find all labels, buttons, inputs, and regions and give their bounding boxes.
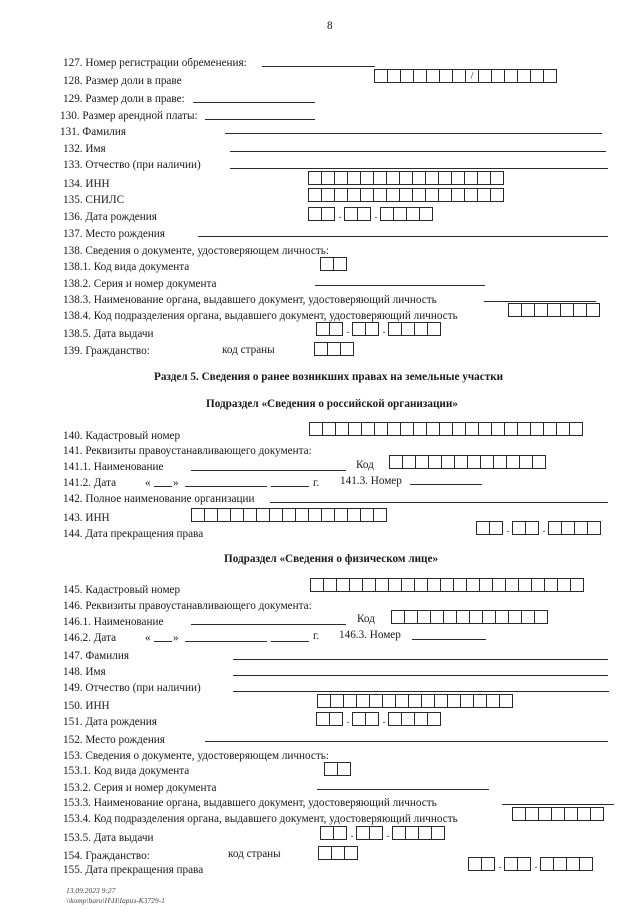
label-127: 127. Номер регистрации обременения:	[63, 57, 247, 69]
label-137: 137. Место рождения	[63, 228, 165, 240]
field-138-2[interactable]	[315, 285, 485, 286]
date-dot: .	[374, 209, 378, 221]
subsection-person-heading: Подраздел «Сведения о физическом лице»	[224, 553, 439, 565]
date-153-5[interactable]	[320, 825, 445, 840]
cells-140[interactable]	[309, 421, 583, 436]
cells-138-1[interactable]	[320, 256, 347, 271]
label-141-1: 141.1. Наименование	[63, 461, 164, 473]
date-136[interactable]	[308, 206, 433, 221]
cells-150[interactable]	[317, 693, 513, 708]
label-154-code: код страны	[228, 848, 281, 860]
cells-154[interactable]	[318, 845, 358, 860]
field-141-2-day[interactable]	[154, 486, 172, 487]
field-129[interactable]	[193, 102, 315, 103]
label-144: 144. Дата прекращения права	[63, 528, 204, 540]
field-147[interactable]	[233, 659, 608, 660]
field-146-2-month[interactable]	[185, 641, 267, 642]
field-146-1[interactable]	[191, 624, 346, 625]
date-dot: .	[506, 523, 510, 535]
date-dot: .	[346, 324, 350, 336]
cells-145[interactable]	[310, 577, 584, 592]
date-dot: .	[386, 828, 390, 840]
label-148: 148. Имя	[63, 666, 106, 678]
label-153-5: 153.5. Дата выдачи	[63, 832, 154, 844]
cells-141-code[interactable]	[389, 454, 546, 469]
label-140: 140. Кадастровый номер	[63, 430, 181, 442]
date-144[interactable]	[476, 520, 601, 535]
label-153-2: 153.2. Серия и номер документа	[63, 782, 217, 794]
label-141-2: 141.2. Дата	[63, 477, 117, 489]
share-slash: /	[465, 69, 479, 83]
date-dot: .	[498, 859, 502, 871]
label-139: 139. Гражданство:	[63, 345, 150, 357]
year-suffix: г.	[313, 630, 320, 642]
date-dot: .	[382, 714, 386, 726]
date-151[interactable]	[316, 711, 441, 726]
field-141-2-month[interactable]	[185, 486, 267, 487]
label-153-1: 153.1. Код вида документа	[63, 765, 190, 777]
field-137[interactable]	[198, 236, 608, 237]
label-141: 141. Реквизиты правоустанавливающего документа:	[63, 445, 312, 457]
field-146-2-day[interactable]	[154, 641, 172, 642]
cells-143[interactable]	[191, 507, 387, 522]
field-146-3[interactable]	[412, 639, 486, 640]
label-138: 138. Сведения о документе, удостоверяющем личность:	[63, 245, 329, 257]
label-153-4: 153.4. Код подразделения органа, выдавшего документ, удостоверяющий личность	[63, 813, 458, 825]
cells-139[interactable]	[314, 341, 354, 356]
cells-153-1[interactable]	[324, 761, 351, 776]
field-146-2-year[interactable]	[271, 641, 309, 642]
label-154: 154. Гражданство:	[63, 850, 150, 862]
date-dot: .	[350, 828, 354, 840]
label-131: 131. Фамилия	[60, 126, 126, 138]
label-142: 142. Полное наименование организации	[63, 493, 255, 505]
label-138-4: 138.4. Код подразделения органа, выдавшего документ, удостоверяющий личность	[63, 310, 458, 322]
field-141-1[interactable]	[191, 470, 346, 471]
label-153-3: 153.3. Наименование органа, выдавшего документ, удостоверяющий личность	[63, 797, 437, 809]
field-153-3[interactable]	[502, 804, 614, 805]
field-132[interactable]	[230, 151, 606, 152]
label-139-code: код страны	[222, 344, 275, 356]
field-133[interactable]	[230, 168, 608, 169]
field-149[interactable]	[233, 691, 609, 692]
label-133: 133. Отчество (при наличии)	[63, 159, 201, 171]
cells-134[interactable]	[308, 170, 504, 185]
label-147: 147. Фамилия	[63, 650, 129, 662]
year-suffix: г.	[313, 477, 320, 489]
label-149: 149. Отчество (при наличии)	[63, 682, 201, 694]
cells-128[interactable]	[374, 68, 557, 83]
quote-open: «	[145, 632, 151, 644]
label-130: 130. Размер арендной платы:	[60, 110, 198, 122]
label-143: 143. ИНН	[63, 512, 110, 524]
label-151: 151. Дата рождения	[63, 716, 157, 728]
section-5-heading: Раздел 5. Сведения о ранее возникших правах на земельные участки	[154, 371, 504, 383]
date-dot: .	[382, 324, 386, 336]
label-150: 150. ИНН	[63, 700, 110, 712]
field-141-3[interactable]	[410, 484, 482, 485]
label-146: 146. Реквизиты правоустанавливающего документа:	[63, 600, 312, 612]
label-134: 134. ИНН	[63, 178, 110, 190]
field-142[interactable]	[270, 502, 608, 503]
label-146-1: 146.1. Наименование	[63, 616, 164, 628]
label-138-2: 138.2. Серия и номер документа	[63, 278, 217, 290]
date-138-5[interactable]	[316, 321, 441, 336]
label-152: 152. Место рождения	[63, 734, 165, 746]
label-153: 153. Сведения о документе, удостоверяющем личность:	[63, 750, 329, 762]
label-128: 128. Размер доли в праве	[63, 75, 182, 87]
label-136: 136. Дата рождения	[63, 211, 157, 223]
footer-timestamp: 13.09.2023 9:27	[66, 886, 116, 895]
label-132: 132. Имя	[63, 143, 106, 155]
date-dot: .	[338, 209, 342, 221]
subsection-org-heading: Подраздел «Сведения о российской организации»	[206, 398, 458, 410]
cells-138-4[interactable]	[508, 302, 600, 317]
date-155[interactable]	[468, 856, 593, 871]
field-127[interactable]	[262, 66, 375, 67]
quote-close: »	[173, 632, 179, 644]
cells-146-code[interactable]	[391, 609, 548, 624]
label-146-code: Код	[357, 613, 375, 625]
cells-153-4[interactable]	[512, 806, 604, 821]
label-138-1: 138.1. Код вида документа	[63, 261, 190, 273]
date-dot: .	[346, 714, 350, 726]
label-141-3: 141.3. Номер	[340, 475, 402, 487]
cells-135[interactable]	[308, 187, 504, 202]
field-152[interactable]	[205, 741, 608, 742]
label-129: 129. Размер доли в праве:	[63, 93, 185, 105]
field-148[interactable]	[233, 675, 608, 676]
date-dot: .	[542, 523, 546, 535]
page-number: 8	[327, 20, 333, 32]
quote-close: »	[173, 477, 179, 489]
label-145: 145. Кадастровый номер	[63, 584, 181, 596]
label-135: 135. СНИЛС	[63, 194, 125, 206]
label-146-3: 146.3. Номер	[339, 629, 401, 641]
label-155: 155. Дата прекращения права	[63, 864, 204, 876]
footer-path: \\komp\baro\H\H\Іарuз-К3729-1	[66, 896, 165, 905]
label-146-2: 146.2. Дата	[63, 632, 117, 644]
field-130[interactable]	[205, 119, 315, 120]
date-dot: .	[534, 859, 538, 871]
label-138-3: 138.3. Наименование органа, выдавшего документ, удостоверяющий личность	[63, 294, 437, 306]
field-153-2[interactable]	[317, 789, 489, 790]
field-131[interactable]	[225, 133, 602, 134]
label-138-5: 138.5. Дата выдачи	[63, 328, 154, 340]
label-141-code: Код	[356, 459, 374, 471]
field-141-2-year[interactable]	[271, 486, 309, 487]
quote-open: «	[145, 477, 151, 489]
